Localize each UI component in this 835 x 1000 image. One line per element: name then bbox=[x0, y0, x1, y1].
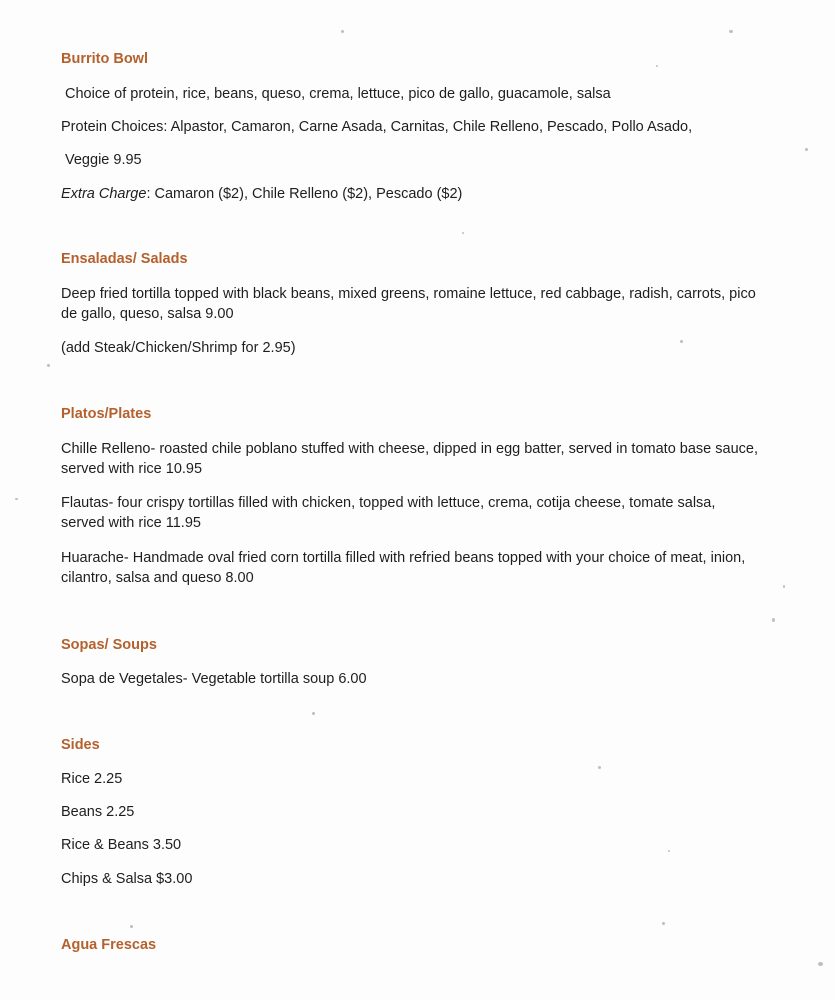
sides-item: Rice 2.25 bbox=[61, 771, 123, 787]
plates-item: Huarache- Handmade oval fried corn tortilla filled with refried beans topped with your choice of meat, inion, cilantro, salsa and queso 8.00 bbox=[61, 550, 746, 586]
extra-charge-label: Extra Charge bbox=[61, 186, 147, 202]
agua-frescas-heading: Agua Frescas bbox=[61, 937, 157, 953]
plates-heading: Platos/Plates bbox=[61, 406, 152, 422]
paper-speck bbox=[772, 618, 775, 622]
salads-heading: Ensaladas/ Salads bbox=[61, 251, 188, 267]
plates-item: Flautas- four crispy tortillas filled with chicken, topped with lettuce, crema, cotija cheese, tomate salsa, served with rice 11.95 bbox=[61, 495, 716, 531]
protein-choices: Protein Choices: Alpastor, Camaron, Carne Asada, Carnitas, Chile Relleno, Pescado, Pollo Asado, bbox=[61, 119, 693, 135]
salads-add-on: (add Steak/Chicken/Shrimp for 2.95) bbox=[61, 340, 296, 356]
plates-item: Chille Relleno- roasted chile poblano stuffed with cheese, dipped in egg batter, served in tomato base sauce, served with rice 10.95 bbox=[61, 441, 758, 477]
extra-charge-text: : Camaron ($2), Chile Relleno ($2), Pescado ($2) bbox=[146, 186, 463, 202]
extra-charge-line bbox=[61, 184, 761, 204]
paper-speck bbox=[462, 232, 464, 234]
burrito-bowl-heading: Burrito Bowl bbox=[61, 51, 148, 67]
paper-speck bbox=[47, 364, 50, 367]
salads-description: Deep fried tortilla topped with black beans, mixed greens, romaine lettuce, red cabbage, radish, carrots, pico de gallo, queso, salsa 9.00 bbox=[61, 286, 756, 322]
paper-speck bbox=[15, 498, 18, 500]
paper-speck bbox=[783, 585, 785, 588]
sides-item: Rice & Beans 3.50 bbox=[61, 837, 182, 853]
sides-item: Beans 2.25 bbox=[61, 804, 135, 820]
paper-speck bbox=[341, 30, 344, 33]
paper-speck bbox=[662, 922, 665, 925]
soups-heading: Sopas/ Soups bbox=[61, 637, 157, 653]
paper-speck bbox=[805, 148, 808, 151]
burrito-bowl-description: Choice of protein, rice, beans, queso, crema, lettuce, pico de gallo, guacamole, salsa bbox=[65, 86, 611, 102]
paper-speck bbox=[729, 30, 733, 33]
paper-speck bbox=[668, 850, 670, 852]
paper-speck bbox=[656, 65, 658, 67]
sides-item: Chips & Salsa $3.00 bbox=[61, 871, 193, 887]
soups-item: Sopa de Vegetales- Vegetable tortilla soup 6.00 bbox=[61, 671, 367, 687]
veggie-price: Veggie 9.95 bbox=[65, 152, 142, 168]
paper-speck bbox=[598, 766, 601, 769]
paper-speck bbox=[130, 925, 133, 928]
paper-speck bbox=[818, 962, 823, 966]
paper-speck bbox=[312, 712, 315, 715]
paper-speck bbox=[680, 340, 683, 343]
sides-heading: Sides bbox=[61, 737, 100, 753]
